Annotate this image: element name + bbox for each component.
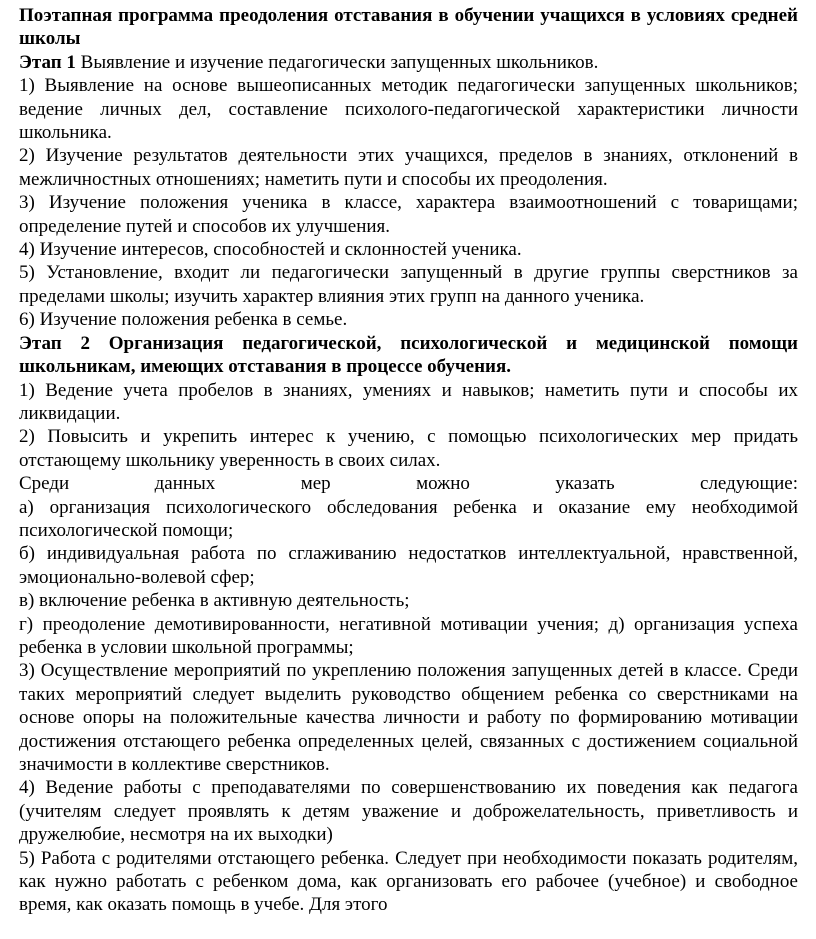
stage2-measure-gd: г) преодоление демотивированности, негативной мотивации учения; д) организация успеха ребенка в условии школьной программы; (19, 613, 798, 658)
stage2-item-2: 2) Повысить и укрепить интерес к учению, с помощью психологических мер придать отстающему школьнику уверенность в своих силах. (19, 426, 798, 471)
stage1-label: Этап 1 (19, 51, 76, 73)
stage2-item-5: 5) Работа с родителями отстающего ребенка. Следует при необходимости показать родителям, как нужно работать с ребенком дома, как организовать его рабочее (учебное) и свободное время, как оказать помощь в учебе. Для этого (19, 847, 798, 916)
stage2-measure-a: а) организация психологического обследования ребенка и оказание ему необходимой психологической помощи; (19, 496, 798, 541)
stage2-item-1: 1) Ведение учета пробелов в знаниях, умениях и навыков; наметить пути и способы их ликвидации. (19, 379, 798, 424)
stage1-item-2: 2) Изучение результатов деятельности этих учащихся, пределов в знаниях, отклонений в межличностных отношениях; наметить пути и способы их преодоления. (19, 145, 798, 190)
stage2-item-4: 4) Ведение работы с преподавателями по совершенствованию их поведения как педагога (учителям следует проявлять к детям уважение и доброжелательность, приветливость и дружелюбие, несмотря на их выходки) (19, 777, 798, 846)
stage2-measures-intro: Среди данных мер можно указать следующие: (19, 473, 798, 495)
stage1-item-3: 3) Изучение положения ученика в классе, характера взаимоотношений с товарищами; определение путей и способов их улучшения. (19, 192, 798, 237)
stage1-heading-text: Выявление и изучение педагогически запущенных школьников. (75, 51, 599, 73)
stage2-item-3: 3) Осуществление мероприятий по укреплению положения запущенных детей в классе. Среди таких мероприятий следует выделить руководство общением ребенка со сверстниками на основе опоры на положительные качества личности и работу по формированию мотивации достижения отстающего ребенка определенных целей, связанных с достижением социальной значимости в коллективе сверстников. (19, 660, 798, 775)
stage1-item-1: 1) Выявление на основе вышеописанных методик педагогически запущенных школьников; ведение личных дел, составление психолого-педагогической характеристики личности школьника. (19, 75, 798, 144)
stage1-heading (19, 51, 798, 74)
stage2-measure-c: в) включение ребенка в активную деятельность; (19, 590, 410, 612)
stage1-item-6: 6) Изучение положения ребенка в семье. (19, 309, 348, 331)
stage2-heading: Этап 2 Организация педагогической, психологической и медицинской помощи школьникам, имеющих отставания в процессе обучения. (19, 332, 798, 378)
stage1-item-4: 4) Изучение интересов, способностей и склонностей ученика. (19, 239, 522, 261)
stage1-item-5: 5) Установление, входит ли педагогически запущенный в другие группы сверстников за пределами школы; изучить характер влияния этих групп на данного ученика. (19, 262, 798, 307)
document-title: Поэтапная программа преодоления отставания в обучении учащихся в условиях средней школы (19, 5, 798, 50)
stage2-measure-b: б) индивидуальная работа по сглаживанию недостатков интеллектуальной, нравственной, эмоционально-волевой сфер; (19, 543, 798, 588)
